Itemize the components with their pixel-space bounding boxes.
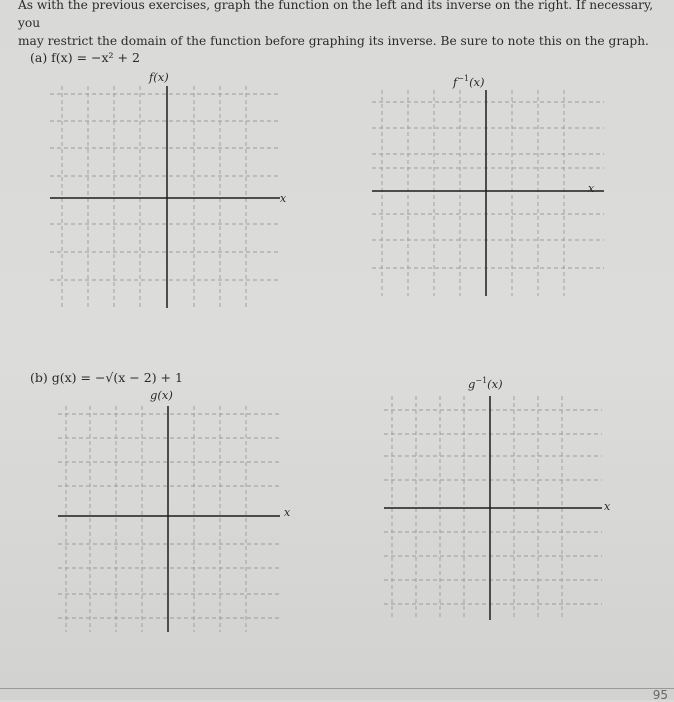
page-number: 95 [652,688,668,702]
part-b-right-grid [384,396,602,620]
part-b-left-x-label: x [284,506,291,519]
part-b-label: (b) g(x) = −√(x − 2) + 1 [30,370,183,385]
grid-lines [372,90,604,296]
part-a-right-function-label: $f^{-1}(x)$ [453,74,485,89]
instructions [18,0,658,50]
part-b-left-function-label: g(x) [150,388,173,402]
part-b-right-x-label: x [604,500,611,513]
part-b-left-grid-svg [58,406,280,632]
part-a-right-grid [372,90,604,296]
part-a-left-grid [50,86,280,308]
part-a-label: (a) f(x) = −x² + 2 [30,50,140,65]
part-a-right-grid-svg [372,90,604,296]
instructions-line-2: may restrict the domain of the function before graphing its inverse. Be sure to note this on the graph. [18,34,649,48]
grid-lines [58,406,280,632]
part-b-right-function-label: $g^{-1}(x)$ [468,376,503,391]
page-bottom-rule [0,688,674,689]
grid-lines [50,86,280,308]
part-a-left-grid-svg [50,86,280,308]
part-a-left-function-label: f(x) [149,70,169,84]
part-b-right-grid-svg [384,396,602,620]
part-a-left-x-label: x [280,192,287,205]
part-b-left-grid [58,406,280,632]
part-a-right-x-label: x [588,182,595,195]
instructions-line-1: As with the previous exercises, graph the function on the left and its inverse on the right. If necessary, you [18,0,654,30]
